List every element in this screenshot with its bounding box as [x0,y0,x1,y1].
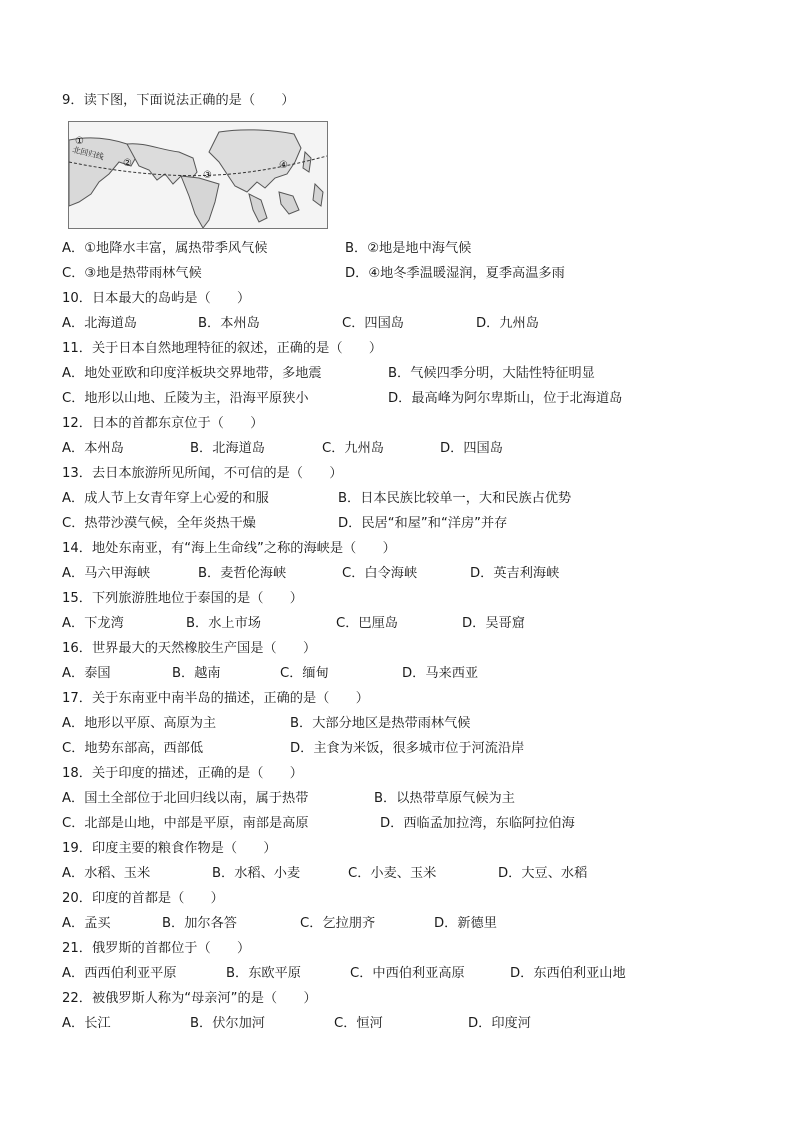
option-c[interactable]: C．地形以山地、丘陵为主，沿海平原狭小 [62,391,309,406]
option-d[interactable]: D．马来西亚 [402,666,479,681]
option-d[interactable]: D．东西伯利亚山地 [510,966,626,981]
option-b[interactable]: B．加尔各答 [162,916,237,931]
option-d[interactable]: D．九州岛 [476,316,539,331]
option-a[interactable]: A．①地降水丰富，属热带季风气候 [62,241,268,256]
question-stem: 17．关于东南亚中南半岛的描述，正确的是（ ） [62,691,369,706]
option-b[interactable]: B．伏尔加河 [190,1016,265,1031]
question-stem: 20．印度的首都是（ ） [62,891,224,906]
option-a[interactable]: A．北海道岛 [62,316,137,331]
option-a[interactable]: A．水稻、玉米 [62,866,151,881]
option-c[interactable]: C．恒河 [334,1016,383,1031]
option-b[interactable]: B．②地是地中海气候 [345,241,472,256]
option-d[interactable]: D．四国岛 [440,441,503,456]
question-stem: 15．下列旅游胜地位于泰国的是（ ） [62,591,303,606]
asia-map-figure [68,121,328,229]
option-d[interactable]: D．最高峰为阿尔卑斯山，位于北海道岛 [388,391,623,406]
question-stem: 10．日本最大的岛屿是（ ） [62,291,251,306]
question-stem: 16．世界最大的天然橡胶生产国是（ ） [62,641,317,656]
option-b[interactable]: B．北海道岛 [190,441,265,456]
option-a[interactable]: A．本州岛 [62,441,124,456]
option-c[interactable]: C．③地是热带雨林气候 [62,266,202,281]
option-a[interactable]: A．下龙湾 [62,616,124,631]
option-a[interactable]: A．西西伯利亚平原 [62,966,177,981]
option-d[interactable]: D．新德里 [434,916,497,931]
map-marker-3: ③ [203,170,212,181]
question-stem: 12．日本的首都东京位于（ ） [62,416,264,431]
option-d[interactable]: D．主食为米饭，很多城市位于河流沿岸 [290,741,525,756]
option-c[interactable]: C．小麦、玉米 [348,866,437,881]
option-a[interactable]: A．孟买 [62,916,111,931]
option-c[interactable]: C．乞拉朋齐 [300,916,376,931]
question-stem: 11．关于日本自然地理特征的叙述，正确的是（ ） [62,341,383,356]
option-d[interactable]: D．西临孟加拉湾，东临阿拉伯海 [380,816,575,831]
map-marker-2: ② [123,158,132,169]
option-a[interactable]: A．国土全部位于北回归线以南，属于热带 [62,791,309,806]
option-b[interactable]: B．东欧平原 [226,966,301,981]
option-c[interactable]: C．巴厘岛 [336,616,398,631]
tropic-label: 北回归线 [71,145,105,162]
option-a[interactable]: A．马六甲海峡 [62,566,151,581]
question-stem: 9．读下图，下面说法正确的是（ ） [62,93,295,108]
option-c[interactable]: C．中西伯利亚高原 [350,966,465,981]
option-b[interactable]: B．以热带草原气候为主 [374,791,515,806]
question-stem: 21．俄罗斯的首都位于（ ） [62,941,251,956]
option-d[interactable]: D．英吉利海峡 [470,566,560,581]
option-d[interactable]: D．大豆、水稻 [498,866,588,881]
option-b[interactable]: B．大部分地区是热带雨林气候 [290,716,471,731]
question-stem: 19．印度主要的粮食作物是（ ） [62,841,277,856]
question-stem: 13．去日本旅游所见所闻，不可信的是（ ） [62,466,343,481]
option-a[interactable]: A．泰国 [62,666,111,681]
option-b[interactable]: B．本州岛 [198,316,260,331]
question-stem: 14．地处东南亚，有“海上生命线”之称的海峡是（ ） [62,541,396,556]
question-stem: 18．关于印度的描述，正确的是（ ） [62,766,303,781]
option-c[interactable]: C．九州岛 [322,441,384,456]
option-d[interactable]: D．吴哥窟 [462,616,525,631]
option-c[interactable]: C．四国岛 [342,316,404,331]
option-a[interactable]: A．长江 [62,1016,111,1031]
option-c[interactable]: C．北部是山地，中部是平原，南部是高原 [62,816,309,831]
map-drawing [69,122,327,228]
option-c[interactable]: C．热带沙漠气候，全年炎热干燥 [62,516,256,531]
option-d[interactable]: D．民居“和屋”和“洋房”并存 [338,516,508,531]
option-b[interactable]: B．越南 [172,666,221,681]
option-c[interactable]: C．缅甸 [280,666,329,681]
map-marker-1: ① [75,136,84,147]
option-c[interactable]: C．白令海峡 [342,566,418,581]
option-d[interactable]: D．印度河 [468,1016,531,1031]
option-b[interactable]: B．气候四季分明，大陆性特征明显 [388,366,595,381]
option-a[interactable]: A．地处亚欧和印度洋板块交界地带，多地震 [62,366,322,381]
question-stem: 22．被俄罗斯人称为“母亲河”的是（ ） [62,991,317,1006]
option-b[interactable]: B．水上市场 [186,616,261,631]
option-c[interactable]: C．地势东部高，西部低 [62,741,204,756]
option-b[interactable]: B．日本民族比较单一，大和民族占优势 [338,491,572,506]
option-b[interactable]: B．水稻、小麦 [212,866,301,881]
map-marker-4: ④ [279,160,288,171]
option-a[interactable]: A．地形以平原、高原为主 [62,716,217,731]
option-d[interactable]: D．④地冬季温暖湿润，夏季高温多雨 [345,266,565,281]
option-a[interactable]: A．成人节上女青年穿上心爱的和服 [62,491,269,506]
option-b[interactable]: B．麦哲伦海峡 [198,566,287,581]
